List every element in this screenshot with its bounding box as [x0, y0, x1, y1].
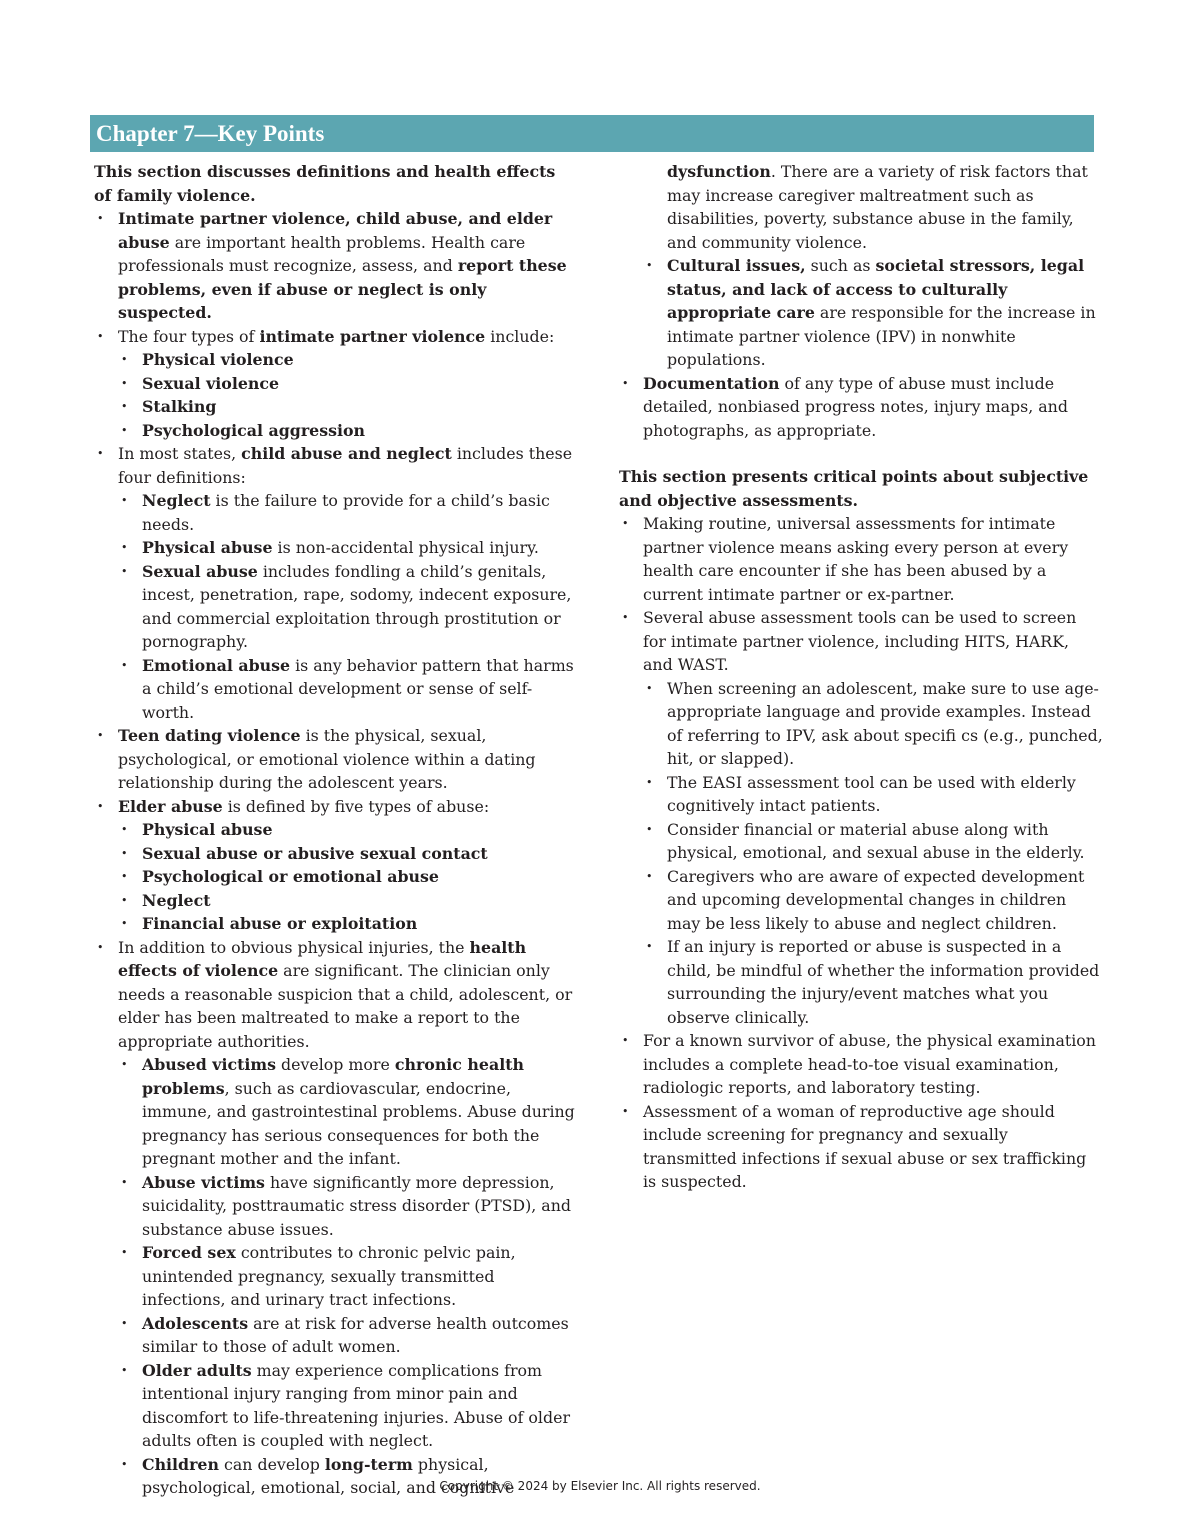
list-item: • Physical abuse	[118, 818, 578, 842]
list-item: • Physical abuse is non-accidental physical injury.	[118, 536, 578, 560]
ipv-types-list	[118, 348, 578, 442]
list-item: • Sexual abuse includes fondling a child’s genitals, incest, penetration, rape, sodomy, indecent exposure, and commercial exploitation through prostitution or pornography.	[118, 560, 578, 654]
section-intro-assessments: This section presents critical points about subjective and objective assessments.	[619, 467, 1089, 510]
list-item: • Stalking	[118, 395, 578, 419]
list-item: • Caregivers who are aware of expected development and upcoming developmental changes in children may be less likely to abuse and neglect children.	[643, 865, 1103, 936]
list-item: • If an injury is reported or abuse is suspected in a child, be mindful of whether the information provided surrounding the injury/event matches what you observe clinically.	[643, 935, 1103, 1029]
list-item: • Sexual abuse or abusive sexual contact	[118, 842, 578, 866]
list-item: • The four types of intimate partner violence include: • Physical violence • Sexual violence • Stalking • Psychological aggression	[94, 325, 578, 443]
list-item: • Abuse victims have significantly more depression, suicidality, posttraumatic stress disorder (PTSD), and substance abuse issues.	[118, 1171, 578, 1242]
list-item: • Abused victims develop more chronic health problems, such as cardiovascular, endocrine, immune, and gastrointestinal problems. Abuse during pregnancy has serious consequences for both the pregnant mother and the infant.	[118, 1053, 578, 1171]
section-intro-definitions: This section discusses definitions and health effects of family violence.	[94, 162, 556, 205]
list-item: • Several abuse assessment tools can be used to screen for intimate partner violence, including HITS, HARK, and WAST. • When screening an adolescent, make sure to use age-appropriate language and provide examples. Instead of referring to IPV, ask about specifi cs (e.g., punched, hit, or slapped). • The EASI assessment tool can be used with elderly cognitively intact patients. • Consider financial or material abuse along with physical, emotional, and sexual abuse in the elderly. • Caregivers who are aware of expected development and upcoming developmental changes in children may be less likely to abuse and neglect children. • If an injury is reported or abuse is suspected in a child, be mindful of whether the information provided surrounding the injury/event matches what you observe clinically.	[619, 606, 1103, 1029]
list-item: • Assessment of a woman of reproductive age should include screening for pregnancy and sexually transmitted infections if sexual abuse or sex trafficking is suspected.	[619, 1100, 1103, 1194]
right-bullet-list-2	[619, 512, 1103, 1194]
continued-text: dysfunction. There are a variety of risk factors that may increase caregiver maltreatment such as disabilities, poverty, substance abuse in the family, and community violence.	[667, 162, 1088, 252]
health-effects-list	[118, 1053, 578, 1500]
chapter-title-banner	[90, 115, 1094, 152]
list-item: • Older adults may experience complications from intentional injury ranging from minor pain and discomfort to life-threatening injuries. Abuse of older adults often is coupled with neglect.	[118, 1359, 578, 1453]
left-bullet-list	[94, 207, 578, 1500]
list-item: • Forced sex contributes to chronic pelvic pain, unintended pregnancy, sexually transmitted infections, and urinary tract infections.	[118, 1241, 578, 1312]
list-item: • Adolescents are at risk for adverse health outcomes similar to those of adult women.	[118, 1312, 578, 1359]
list-item: • Consider financial or material abuse along with physical, emotional, and sexual abuse in the elderly.	[643, 818, 1103, 865]
chapter-title: Chapter 7—Key Points	[96, 121, 325, 146]
list-item: • Psychological or emotional abuse	[118, 865, 578, 889]
list-item: • For a known survivor of abuse, the physical examination includes a complete head-to-toe visual examination, radiologic reports, and laboratory testing.	[619, 1029, 1103, 1100]
right-bullet-list-1	[619, 254, 1103, 442]
list-item: • Elder abuse is defined by five types of abuse: • Physical abuse • Sexual abuse or abusive sexual contact • Psychological or emotional abuse • Neglect • Financial abuse or exploitation	[94, 795, 578, 936]
list-item: • In most states, child abuse and neglect includes these four definitions: • Neglect is the failure to provide for a child’s basic needs. • Physical abuse is non-accidental physical injury. • Sexual abuse includes fondling a child’s genitals, incest, penetration, rape, sodomy, indecent exposure, and commercial exploitation through prostitution or pornography. • Emotional abuse is any behavior pattern that harms a child’s emotional development or sense of self-worth.	[94, 442, 578, 724]
right-column	[619, 160, 1103, 1194]
list-item: • Physical violence	[118, 348, 578, 372]
list-item: • Teen dating violence is the physical, sexual, psychological, or emotional violence within a dating relationship during the adolescent years.	[94, 724, 578, 795]
list-item: • When screening an adolescent, make sure to use age-appropriate language and provide examples. Instead of referring to IPV, ask about specifi cs (e.g., punched, hit, or slapped).	[643, 677, 1103, 771]
list-item: • Making routine, universal assessments for intimate partner violence means asking every person at every health care encounter if she has been abused by a current intimate partner or ex-partner.	[619, 512, 1103, 606]
screening-tips-list	[643, 677, 1103, 1030]
list-item: • The EASI assessment tool can be used with elderly cognitively intact patients.	[643, 771, 1103, 818]
child-abuse-definitions-list	[118, 489, 578, 724]
elder-abuse-types-list	[118, 818, 578, 936]
list-item: • Documentation of any type of abuse must include detailed, nonbiased progress notes, injury maps, and photographs, as appropriate.	[619, 372, 1103, 443]
list-item: • In addition to obvious physical injuries, the health effects of violence are significant. The clinician only needs a reasonable suspicion that a child, adolescent, or elder has been maltreated to make a report to the appropriate authorities. • Abused victims develop more chronic health problems, such as cardiovascular, endocrine, immune, and gastrointestinal problems. Abuse during pregnancy has serious consequences for both the pregnant mother and the infant. • Abuse victims have significantly more depression, suicidality, posttraumatic stress disorder (PTSD), and substance abuse issues. • Forced sex contributes to chronic pelvic pain, unintended pregnancy, sexually transmitted infections, and urinary tract infections. • Adolescents are at risk for adverse health outcomes similar to those of adult women. • Older adults may experience complications from intentional injury ranging from minor pain and discomfort to life-threatening injuries. Abuse of older adults often is coupled with neglect. • Children can develop long-term physical, psychological, emotional, social, and cognitive	[94, 936, 578, 1500]
list-item: • Neglect	[118, 889, 578, 913]
list-item: • Emotional abuse is any behavior pattern that harms a child’s emotional development or sense of self-worth.	[118, 654, 578, 725]
list-item: • Cultural issues, such as societal stressors, legal status, and lack of access to culturally appropriate care are responsible for the increase in intimate partner violence (IPV) in nonwhite populations.	[643, 254, 1103, 372]
list-item: • Intimate partner violence, child abuse, and elder abuse are important health problems. Health care professionals must recognize, assess, and report these problems, even if abuse or neglect is only suspected.	[94, 207, 578, 325]
list-item: • Psychological aggression	[118, 419, 578, 443]
list-item: • Sexual violence	[118, 372, 578, 396]
left-column	[94, 160, 578, 1500]
list-item: • Neglect is the failure to provide for a child’s basic needs.	[118, 489, 578, 536]
copyright-footer: Copyright © 2024 by Elsevier Inc. All rights reserved.	[439, 1479, 761, 1493]
list-item: • Financial abuse or exploitation	[118, 912, 578, 936]
list-item: • Children can develop long-term physical, psychological, emotional, social, and cognitive	[118, 1453, 578, 1500]
